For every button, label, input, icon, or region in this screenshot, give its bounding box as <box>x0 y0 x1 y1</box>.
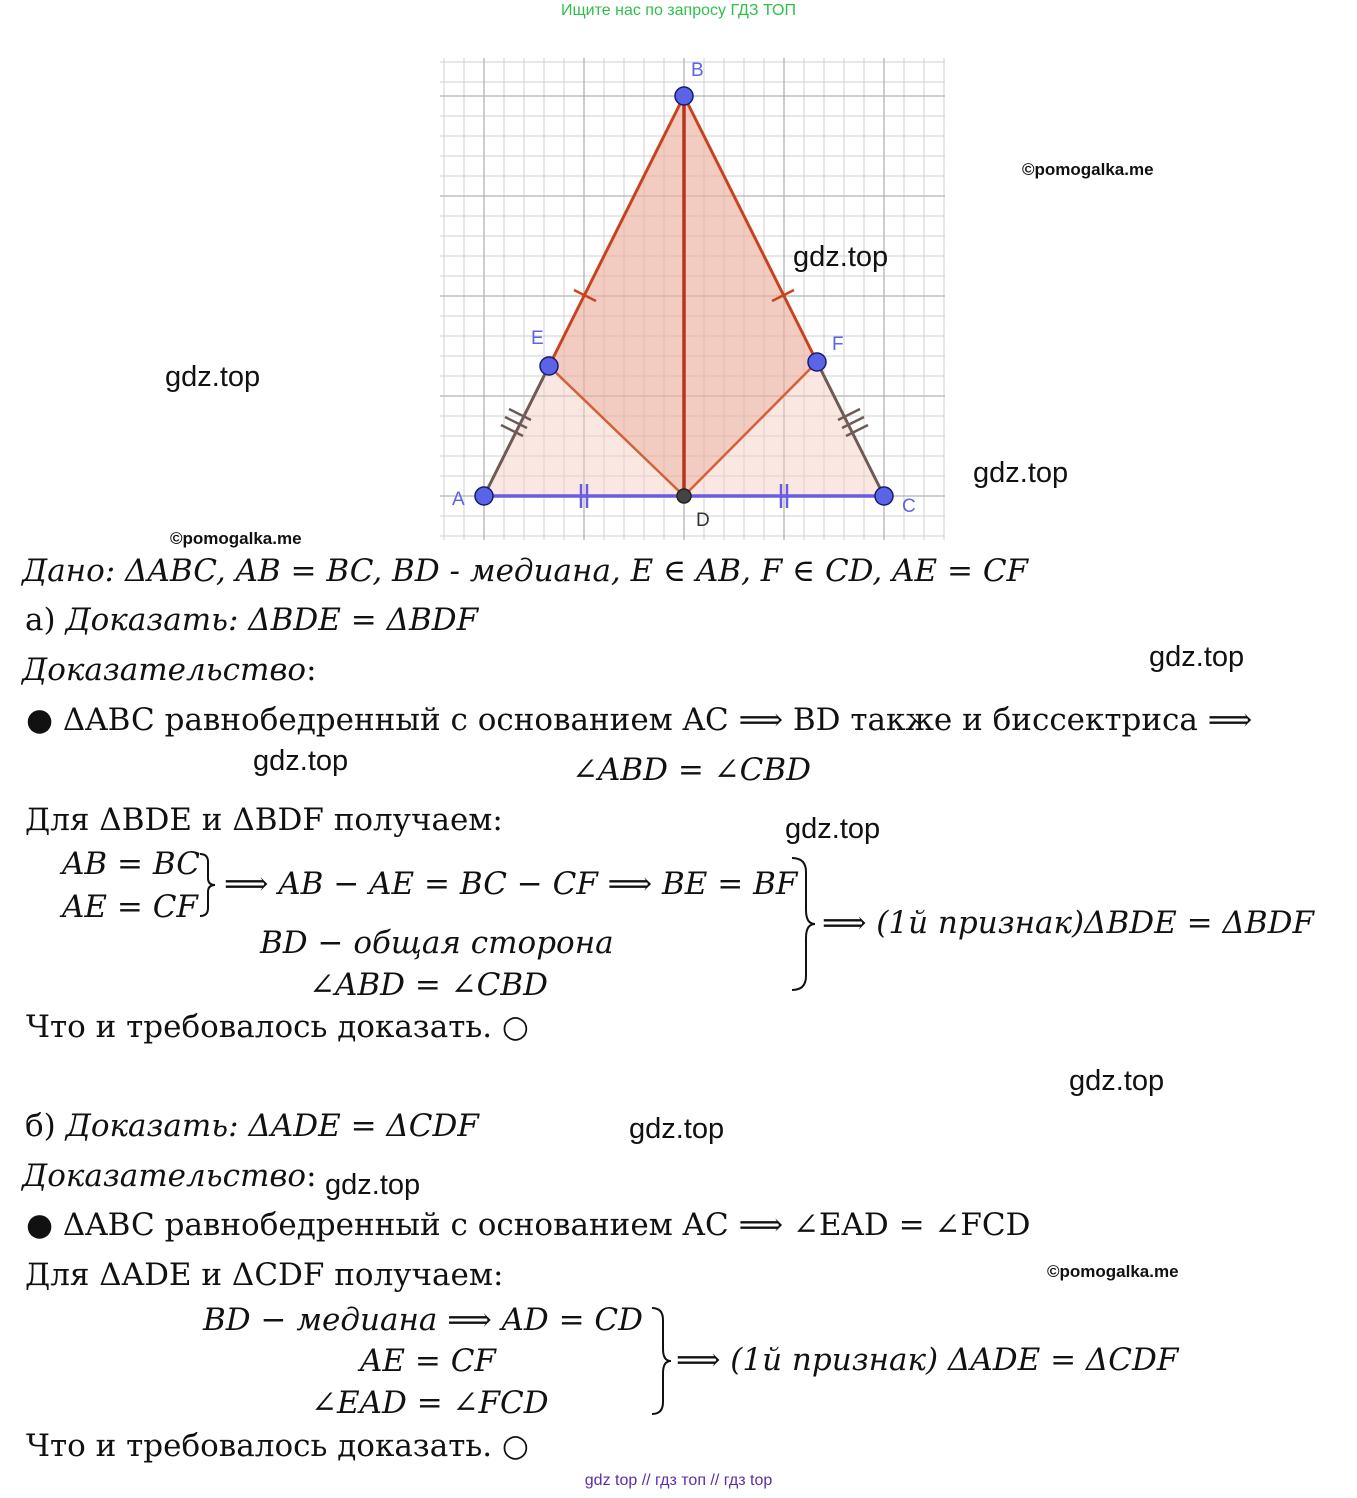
label-b: B <box>691 60 704 81</box>
top-banner[interactable]: Ищите нас по запросу ГДЗ ТОП <box>561 2 796 19</box>
copyright-watermark: ©pomogalka.me <box>1047 1262 1179 1281</box>
part-a-bullet1-result: ∠ABD = ∠CBD <box>572 752 812 788</box>
part-a-conclusion: ⟹ (1й признак)ΔBDE = ΔBDF <box>822 905 1314 941</box>
point-b <box>675 87 693 105</box>
part-a-sys-l4: ∠ABD = ∠CBD <box>309 967 549 1003</box>
part-b-bullet1: ● ΔABC равнобедренный с основанием AC ⟹ ∠EAD = ∠FCD <box>26 1207 1031 1243</box>
part-b-sys-l1: BD − медиана ⟹ AD = CD <box>203 1302 644 1338</box>
label-f: F <box>832 334 844 355</box>
part-a-goal: а) Доказать: ΔBDE = ΔBDF <box>25 602 479 638</box>
part-b-proof-label: Доказательство: <box>22 1158 317 1194</box>
triangle-figure <box>430 50 960 550</box>
label-d: D <box>696 510 710 531</box>
point-d <box>677 489 691 503</box>
gdz-watermark: gdz.top <box>1149 641 1245 673</box>
given-line <box>22 553 1029 589</box>
gdz-watermark: gdz.top <box>785 813 881 845</box>
part-a-bullet1: ● ΔABC равнобедренный с основанием AC ⟹ BD также и биссектриса ⟹ <box>26 702 1253 738</box>
label-a: A <box>452 489 465 510</box>
gdz-watermark: gdz.top <box>253 745 349 777</box>
part-a-for-line: Для ΔBDE и ΔBDF получаем: <box>25 802 503 838</box>
part-b-for-line: Для ΔADE и ΔCDF получаем: <box>25 1257 504 1293</box>
part-a-sys-l2: AE = CF <box>62 889 198 925</box>
part-a-sys-mid: ⟹ AB − AE = BC − CF ⟹ BE = BF <box>224 866 798 902</box>
gdz-watermark: gdz.top <box>793 241 889 273</box>
part-b-goal: б) Доказать: ΔADE = ΔCDF <box>25 1108 479 1144</box>
part-a-proof-label: Доказательство: <box>22 652 317 688</box>
part-a-qed: Что и требовалось доказать. ○ <box>26 1009 529 1045</box>
big-brace-a <box>788 856 818 992</box>
gdz-watermark: gdz.top <box>973 457 1069 489</box>
part-a-sys-l1: AB = BC <box>62 846 200 882</box>
point-c <box>875 487 893 505</box>
point-f <box>808 353 826 371</box>
given-text: : ΔABC, AB = BC, BD - медиана, E ∈ AB, F ∈ CD, AE = CF <box>104 553 1029 589</box>
part-b-sys-l3: ∠EAD = ∠FCD <box>311 1385 549 1421</box>
part-a-sys-l3: BD − общая сторона <box>260 925 614 961</box>
copyright-watermark: ©pomogalka.me <box>1022 160 1154 179</box>
part-b-sys-l2: AE = CF <box>360 1343 496 1379</box>
point-e <box>540 357 558 375</box>
big-brace-b <box>648 1306 674 1416</box>
label-c: C <box>902 496 916 517</box>
gdz-watermark: gdz.top <box>629 1113 725 1145</box>
copyright-watermark: ©pomogalka.me <box>170 529 302 548</box>
small-brace-a <box>196 852 218 918</box>
part-b-qed: Что и требовалось доказать. ○ <box>26 1428 529 1464</box>
label-e: E <box>531 328 544 349</box>
gdz-watermark: gdz.top <box>165 361 261 393</box>
part-b-conclusion: ⟹ (1й признак) ΔADE = ΔCDF <box>676 1342 1179 1378</box>
gdz-watermark: gdz.top <box>325 1169 421 1201</box>
gdz-watermark: gdz.top <box>1069 1065 1165 1097</box>
footer-links[interactable]: gdz top // гдз топ // гдз top <box>584 1472 773 1489</box>
given-label: Дано <box>22 553 105 589</box>
point-a <box>475 487 493 505</box>
